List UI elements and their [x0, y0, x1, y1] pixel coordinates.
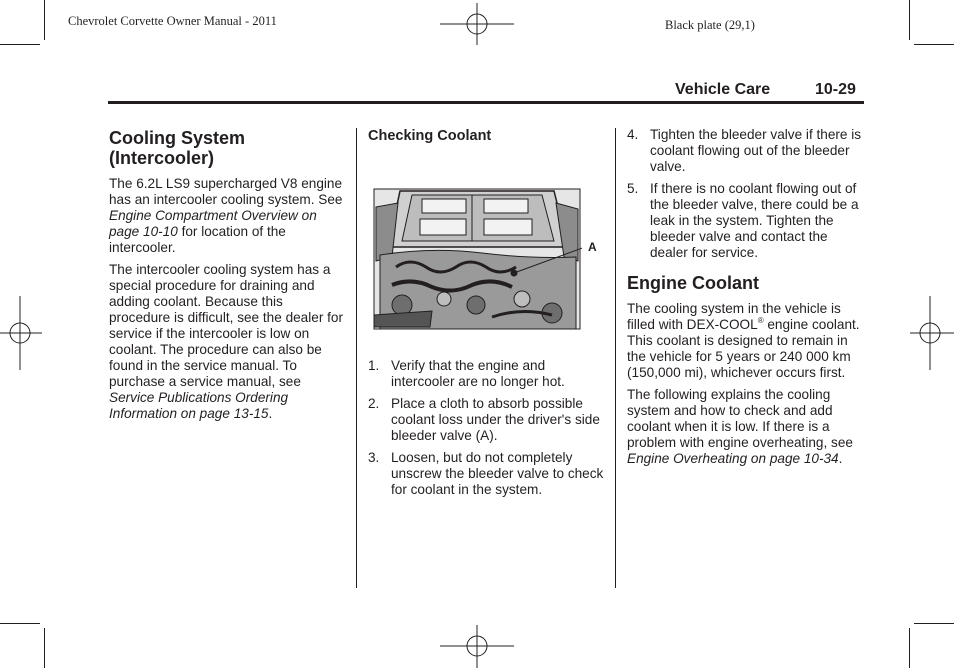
- column-middle: [368, 128, 604, 144]
- column-right: [627, 127, 865, 473]
- column-middle-steps: [368, 358, 604, 504]
- crop-mark: [0, 44, 40, 45]
- list-item: 5. If there is no coolant flowing out of the bleeder valve, there could be a leak in the system. Tighten the bleeder valve and contact the dealer for service.: [627, 181, 859, 260]
- crop-mark: [909, 0, 910, 40]
- running-head-section: Vehicle Care: [675, 81, 771, 98]
- column-left: [109, 128, 345, 428]
- subheading-checking-coolant: Checking Coolant: [368, 128, 492, 144]
- engine-bleeder-valve-illustration: [372, 187, 582, 331]
- crop-mark: [909, 628, 910, 668]
- crop-mark: [0, 623, 40, 624]
- running-head-page-number: 10-29: [815, 81, 856, 98]
- crop-mark: [914, 623, 954, 624]
- registration-mark-icon: [0, 296, 42, 370]
- procedure-list: [368, 358, 604, 498]
- paragraph: The 6.2L LS9 supercharged V8 engine has an intercooler cooling system. See Engine Compartment Overview on page 10-10 for location of the intercooler.: [109, 176, 343, 255]
- procedure-list: [627, 127, 865, 261]
- paragraph: The intercooler cooling system has a special procedure for draining and adding coolant. Because this procedure is difficult, see the dealer for service if the intercooler is low on coolant. The procedure can also be found in the service manual. To purchase a service manual, see Service Publications Ordering Information on page 13-15.: [109, 262, 343, 421]
- header-rule: [108, 101, 864, 104]
- cross-reference-link[interactable]: Engine Overheating on page 10-34: [627, 451, 839, 466]
- crop-mark: [44, 628, 45, 668]
- print-header-plate: Black plate (29,1): [665, 18, 755, 32]
- registration-mark-icon: [440, 625, 514, 668]
- print-header-title: Chevrolet Corvette Owner Manual - 2011: [68, 14, 277, 28]
- crop-mark: [44, 0, 45, 40]
- section-heading-engine-coolant: Engine Coolant: [627, 273, 759, 293]
- paragraph: The following explains the cooling system and how to check and add coolant when it is low. If there is a problem with engine overheating, see Engine Overheating on page 10-34.: [627, 387, 853, 466]
- column-divider: [615, 128, 616, 588]
- column-divider: [356, 128, 357, 588]
- section-heading-intercooler: Cooling System (Intercooler): [109, 128, 246, 168]
- figure-callout-label: A: [588, 240, 597, 254]
- registration-mark-icon: [910, 296, 954, 370]
- list-item: 2. Place a cloth to absorb possible coolant loss under the driver's side bleeder valve (A).: [368, 396, 600, 443]
- paragraph: The cooling system in the vehicle is filled with DEX-COOL® engine coolant. This coolant is designed to remain in the vehicle for 5 years or 240 000 km (150,000 mi), whichever occurs first.: [627, 301, 860, 380]
- list-item: 4. Tighten the bleeder valve if there is coolant flowing out of the bleeder valve.: [627, 127, 862, 174]
- crop-mark: [914, 44, 954, 45]
- cross-reference-link[interactable]: Service Publications Ordering Information on page 13-15: [109, 390, 289, 421]
- list-item: 1. Verify that the engine and intercooler are no longer hot.: [368, 358, 565, 389]
- cross-reference-link[interactable]: Engine Compartment Overview on page 10-10: [109, 208, 317, 239]
- registration-mark-icon: [440, 3, 514, 45]
- list-item: 3. Loosen, but do not completely unscrew the bleeder valve to check for coolant in the system.: [368, 450, 604, 497]
